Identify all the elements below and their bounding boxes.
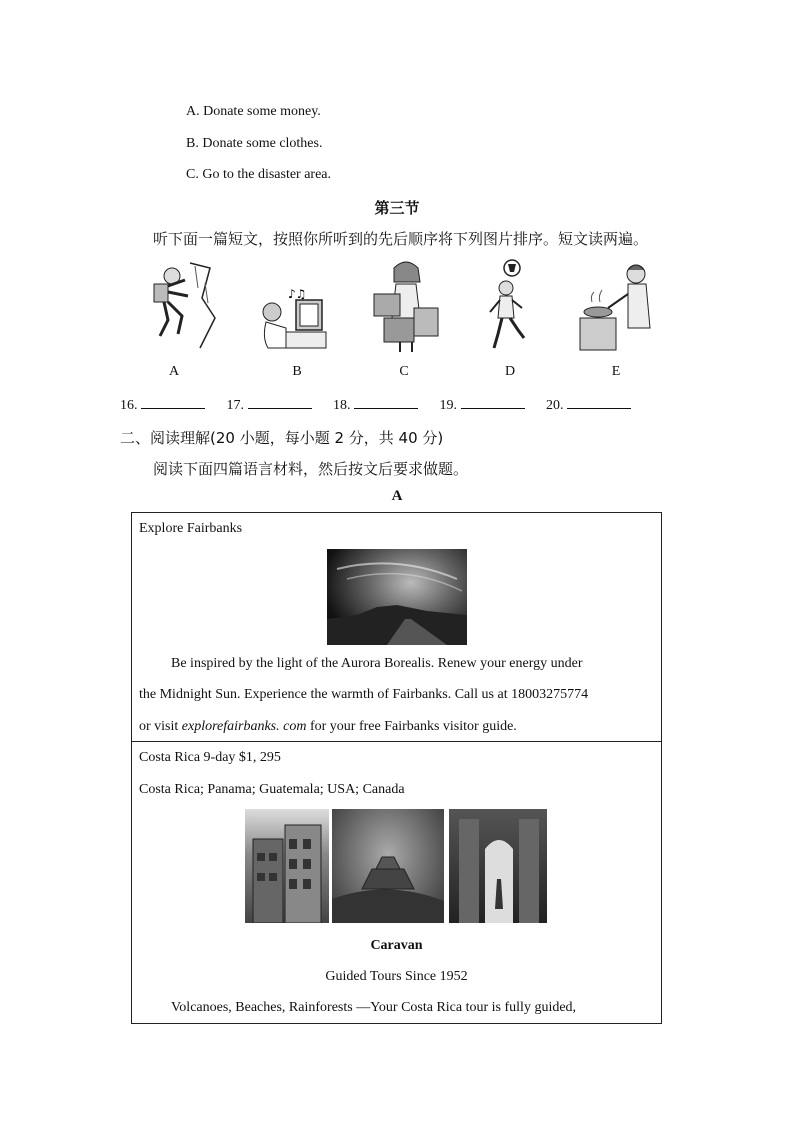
figure-label-a: A bbox=[168, 364, 180, 379]
computer-music-icon bbox=[252, 258, 342, 353]
part2-heading: 二、阅读理解(20 小题，每小题 2 分，共 40 分) bbox=[120, 429, 444, 447]
ad-costa-rica-title: Costa Rica 9-day $1, 295 bbox=[139, 750, 281, 765]
ad-costa-rica bbox=[131, 741, 662, 1024]
answer-blank-20[interactable] bbox=[567, 396, 631, 409]
answer-blank-16[interactable] bbox=[141, 396, 205, 409]
visit-text: or visit bbox=[139, 719, 182, 734]
stone-arch-photo bbox=[449, 809, 547, 923]
answer-blank-19[interactable] bbox=[461, 396, 525, 409]
blank-number: 19. bbox=[439, 398, 457, 413]
answer-blank-17[interactable] bbox=[248, 396, 312, 409]
answer-blanks bbox=[120, 396, 649, 414]
rock-climbing-icon bbox=[130, 258, 220, 353]
option-b: B. Donate some clothes. bbox=[186, 136, 323, 151]
option-c: C. Go to the disaster area. bbox=[186, 167, 332, 182]
passage-label: A bbox=[391, 488, 403, 504]
ad-fairbanks-line1: Be inspired by the light of the Aurora Borealis. Renew your energy under bbox=[171, 656, 583, 671]
ad-fairbanks-line3 bbox=[139, 719, 517, 735]
fairbanks-link[interactable]: explorefairbanks. com bbox=[181, 719, 307, 734]
figure-label-b: B bbox=[292, 364, 302, 379]
part2-instruction: 阅读下面四篇语言材料，然后按文后要求做题。 bbox=[153, 460, 469, 478]
section-title: 第三节 bbox=[374, 199, 420, 217]
ad-fairbanks-line2: the Midnight Sun. Experience the warmth of Fairbanks. Call us at 18003275774 bbox=[139, 687, 589, 702]
figure-label-e: E bbox=[611, 364, 621, 379]
figure-label-c: C bbox=[399, 364, 409, 379]
blank-number: 17. bbox=[226, 398, 244, 413]
football-icon bbox=[468, 258, 558, 353]
ad-fairbanks bbox=[131, 512, 662, 742]
blank-number: 16. bbox=[120, 398, 138, 413]
guide-text: for your free Fairbanks visitor guide. bbox=[306, 719, 517, 734]
ad-costa-rica-countries: Costa Rica; Panama; Guatemala; USA; Canada bbox=[139, 782, 405, 797]
cooking-icon bbox=[574, 258, 664, 353]
blank-number: 20. bbox=[546, 398, 564, 413]
shopping-icon bbox=[360, 258, 450, 353]
ad-costa-rica-body: Volcanoes, Beaches, Rainforests —Your Costa Rica tour is fully guided, bbox=[171, 1000, 577, 1015]
city-buildings-photo bbox=[245, 809, 329, 923]
section-instruction: 听下面一篇短文，按照你所听到的先后顺序将下列图片排序。短文读两遍。 bbox=[153, 230, 649, 248]
aurora-photo bbox=[327, 549, 467, 645]
ruins-landscape-photo bbox=[332, 809, 444, 923]
ad-tagline: Guided Tours Since 1952 bbox=[325, 969, 468, 984]
option-a: A. Donate some money. bbox=[186, 104, 321, 119]
ad-brand: Caravan bbox=[370, 938, 423, 953]
ad-fairbanks-title: Explore Fairbanks bbox=[139, 521, 243, 536]
figure-label-d: D bbox=[504, 364, 516, 379]
blank-number: 18. bbox=[333, 398, 351, 413]
answer-blank-18[interactable] bbox=[354, 396, 418, 409]
svg-text:♪♫: ♪♫ bbox=[288, 287, 307, 301]
